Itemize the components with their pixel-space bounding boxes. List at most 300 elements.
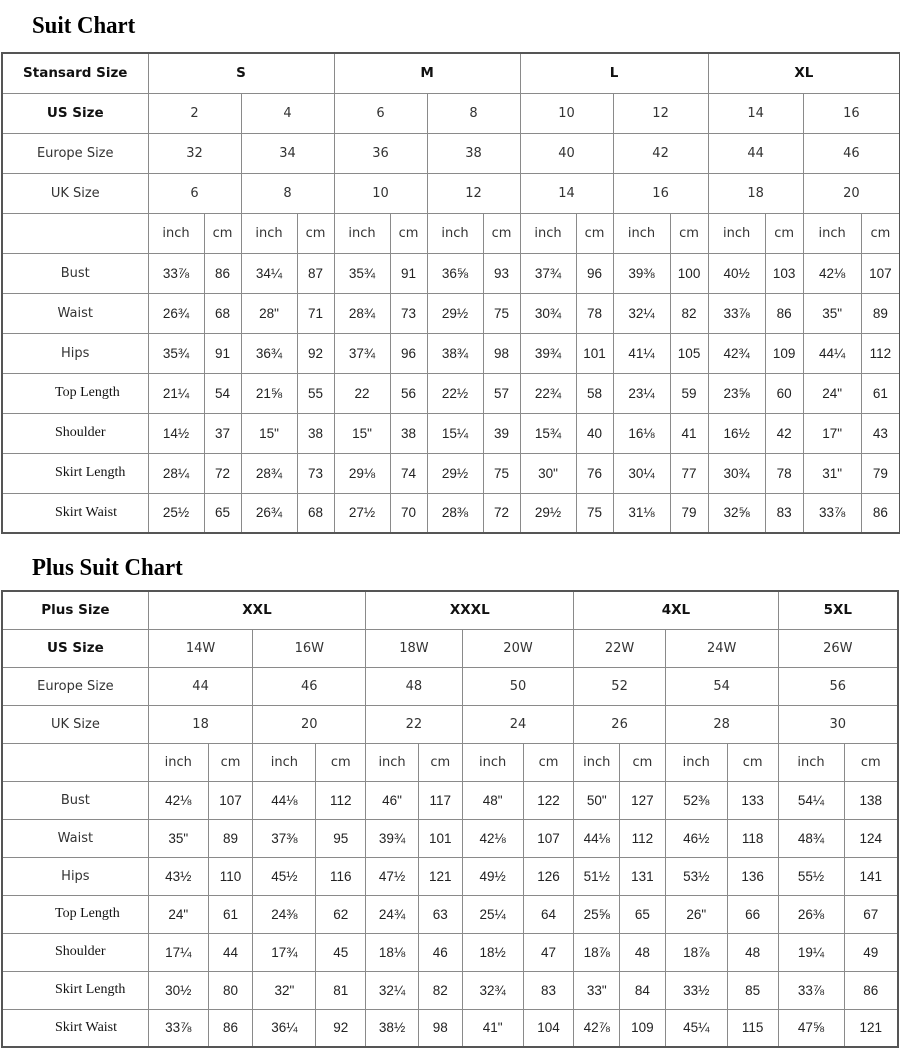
measurement-value: 38 — [390, 413, 427, 453]
uk-size-cell: 20 — [253, 705, 366, 743]
measurement-value: 86 — [204, 253, 241, 293]
measurement-value: 67 — [844, 895, 898, 933]
uk-size-cell: 6 — [148, 173, 241, 213]
measurement-value: 29½ — [520, 493, 576, 533]
measurement-value: 41" — [462, 1009, 523, 1047]
measurement-value: 32¾ — [462, 971, 523, 1009]
measurement-value: 75 — [483, 293, 520, 333]
unit-header: cm — [297, 213, 334, 253]
measurement-value: 24¾ — [366, 895, 419, 933]
measurement-value: 26¾ — [148, 293, 204, 333]
size-group-header: 4XL — [574, 591, 778, 629]
measurement-value: 49½ — [462, 857, 523, 895]
unit-row — [2, 743, 898, 781]
uk-size-cell: 10 — [334, 173, 427, 213]
measurement-value: 18½ — [462, 933, 523, 971]
measurement-value: 117 — [418, 781, 462, 819]
measurement-row — [2, 453, 900, 493]
measurement-value: 75 — [576, 493, 613, 533]
measurement-value: 54 — [204, 373, 241, 413]
size-group-header: M — [334, 53, 520, 93]
measurement-value: 112 — [861, 333, 900, 373]
measurement-label: Shoulder — [2, 933, 148, 971]
measurement-value: 30¾ — [708, 453, 765, 493]
measurement-value: 73 — [390, 293, 427, 333]
measurement-value: 71 — [297, 293, 334, 333]
measurement-label: Skirt Waist — [2, 1009, 148, 1047]
measurement-value: 35" — [148, 819, 208, 857]
us-size-cell: 12 — [613, 93, 708, 133]
uk-size-cell: 26 — [574, 705, 665, 743]
measurement-value: 22¾ — [520, 373, 576, 413]
measurement-value: 118 — [727, 819, 778, 857]
size-group-header: L — [520, 53, 708, 93]
measurement-value: 95 — [316, 819, 366, 857]
measurement-value: 47 — [523, 933, 574, 971]
size-group-header: XL — [708, 53, 900, 93]
measurement-value: 18⅞ — [665, 933, 727, 971]
us-size-cell: 20W — [462, 629, 574, 667]
europe-size-cell: 54 — [665, 667, 778, 705]
size-group-row — [2, 53, 900, 93]
europe-size-cell: 40 — [520, 133, 613, 173]
size-group-label: Stansard Size — [2, 53, 148, 93]
unit-header: cm — [208, 743, 253, 781]
europe-size-cell: 44 — [708, 133, 803, 173]
measurement-value: 26¾ — [241, 493, 297, 533]
unit-header: inch — [462, 743, 523, 781]
measurement-value: 65 — [204, 493, 241, 533]
measurement-value: 84 — [620, 971, 666, 1009]
size-group-header: 5XL — [778, 591, 898, 629]
measurement-value: 59 — [670, 373, 708, 413]
us-size-label: US Size — [2, 629, 148, 667]
measurement-value: 28¼ — [148, 453, 204, 493]
measurement-value: 17¼ — [148, 933, 208, 971]
measurement-value: 42⅛ — [148, 781, 208, 819]
measurement-value: 28¾ — [334, 293, 390, 333]
measurement-value: 42⅛ — [803, 253, 861, 293]
measurement-value: 61 — [208, 895, 253, 933]
measurement-value: 29½ — [427, 293, 483, 333]
measurement-value: 38¾ — [427, 333, 483, 373]
us-size-cell: 16W — [253, 629, 366, 667]
measurement-label: Skirt Length — [2, 971, 148, 1009]
measurement-value: 48 — [727, 933, 778, 971]
measurement-value: 126 — [523, 857, 574, 895]
measurement-value: 24" — [803, 373, 861, 413]
unit-header: cm — [316, 743, 366, 781]
measurement-value: 18⅞ — [574, 933, 620, 971]
measurement-value: 76 — [576, 453, 613, 493]
us-size-cell: 4 — [241, 93, 334, 133]
measurement-value: 62 — [316, 895, 366, 933]
measurement-value: 138 — [844, 781, 898, 819]
measurement-value: 82 — [670, 293, 708, 333]
measurement-value: 86 — [765, 293, 803, 333]
measurement-value: 40 — [576, 413, 613, 453]
measurement-value: 14½ — [148, 413, 204, 453]
measurement-value: 15" — [334, 413, 390, 453]
size-group-header: XXXL — [366, 591, 574, 629]
measurement-value: 75 — [483, 453, 520, 493]
measurement-value: 32¼ — [366, 971, 419, 1009]
measurement-row — [2, 819, 898, 857]
measurement-value: 105 — [670, 333, 708, 373]
measurement-value: 25¼ — [462, 895, 523, 933]
us-size-row — [2, 629, 898, 667]
measurement-value: 86 — [208, 1009, 253, 1047]
measurement-value: 86 — [844, 971, 898, 1009]
unit-header: cm — [576, 213, 613, 253]
measurement-value: 48 — [620, 933, 666, 971]
measurement-value: 109 — [620, 1009, 666, 1047]
measurement-value: 86 — [861, 493, 900, 533]
unit-header: inch — [148, 213, 204, 253]
measurement-label: Skirt Waist — [2, 493, 148, 533]
uk-size-cell: 24 — [462, 705, 574, 743]
measurement-label: Waist — [2, 819, 148, 857]
measurement-value: 83 — [523, 971, 574, 1009]
measurement-value: 39¾ — [366, 819, 419, 857]
measurement-value: 122 — [523, 781, 574, 819]
unit-header: inch — [803, 213, 861, 253]
unit-row-blank — [2, 743, 148, 781]
measurement-value: 32¼ — [613, 293, 670, 333]
measurement-value: 28⅜ — [427, 493, 483, 533]
europe-size-cell: 42 — [613, 133, 708, 173]
measurement-value: 54¼ — [778, 781, 844, 819]
measurement-value: 45¼ — [665, 1009, 727, 1047]
size-group-header: XXL — [148, 591, 365, 629]
measurement-value: 41 — [670, 413, 708, 453]
measurement-value: 33½ — [665, 971, 727, 1009]
measurement-value: 33⅞ — [148, 1009, 208, 1047]
measurement-value: 37 — [204, 413, 241, 453]
measurement-value: 101 — [576, 333, 613, 373]
measurement-value: 30¾ — [520, 293, 576, 333]
measurement-value: 35" — [803, 293, 861, 333]
measurement-value: 42 — [765, 413, 803, 453]
measurement-value: 15¾ — [520, 413, 576, 453]
unit-header: cm — [620, 743, 666, 781]
measurement-value: 46 — [418, 933, 462, 971]
measurement-value: 18⅛ — [366, 933, 419, 971]
us-size-cell: 6 — [334, 93, 427, 133]
measurement-value: 55½ — [778, 857, 844, 895]
us-size-cell: 14W — [148, 629, 253, 667]
measurement-value: 72 — [204, 453, 241, 493]
measurement-value: 60 — [765, 373, 803, 413]
measurement-value: 116 — [316, 857, 366, 895]
measurement-value: 72 — [483, 493, 520, 533]
measurement-value: 37¾ — [334, 333, 390, 373]
measurement-label: Shoulder — [2, 413, 148, 453]
unit-header: cm — [670, 213, 708, 253]
measurement-value: 32⅝ — [708, 493, 765, 533]
measurement-value: 29⅛ — [334, 453, 390, 493]
europe-size-cell: 50 — [462, 667, 574, 705]
us-size-cell: 22W — [574, 629, 665, 667]
measurement-row — [2, 933, 898, 971]
measurement-value: 73 — [297, 453, 334, 493]
measurement-value: 41¼ — [613, 333, 670, 373]
measurement-value: 92 — [316, 1009, 366, 1047]
measurement-value: 27½ — [334, 493, 390, 533]
measurement-row — [2, 253, 900, 293]
measurement-value: 93 — [483, 253, 520, 293]
uk-size-row — [2, 705, 898, 743]
measurement-row — [2, 413, 900, 453]
uk-size-cell: 12 — [427, 173, 520, 213]
measurement-value: 29½ — [427, 453, 483, 493]
size-group-row — [2, 591, 898, 629]
measurement-label: Bust — [2, 253, 148, 293]
measurement-value: 65 — [620, 895, 666, 933]
uk-size-cell: 8 — [241, 173, 334, 213]
unit-header: cm — [483, 213, 520, 253]
uk-size-cell: 20 — [803, 173, 900, 213]
measurement-value: 50" — [574, 781, 620, 819]
measurement-value: 57 — [483, 373, 520, 413]
measurement-value: 85 — [727, 971, 778, 1009]
us-size-cell: 14 — [708, 93, 803, 133]
unit-header: inch — [778, 743, 844, 781]
suit-size-table — [1, 52, 900, 534]
europe-size-cell: 32 — [148, 133, 241, 173]
measurement-value: 107 — [861, 253, 900, 293]
europe-size-cell: 46 — [253, 667, 366, 705]
measurement-value: 26" — [665, 895, 727, 933]
unit-header: inch — [334, 213, 390, 253]
uk-size-label: UK Size — [2, 173, 148, 213]
measurement-value: 26⅜ — [778, 895, 844, 933]
measurement-value: 43 — [861, 413, 900, 453]
uk-size-cell: 22 — [366, 705, 462, 743]
uk-size-cell: 18 — [148, 705, 253, 743]
uk-size-row — [2, 173, 900, 213]
us-size-cell: 24W — [665, 629, 778, 667]
measurement-value: 28¾ — [241, 453, 297, 493]
measurement-value: 40½ — [708, 253, 765, 293]
measurement-value: 34¼ — [241, 253, 297, 293]
measurement-value: 68 — [204, 293, 241, 333]
unit-header: inch — [613, 213, 670, 253]
measurement-value: 91 — [390, 253, 427, 293]
measurement-value: 96 — [576, 253, 613, 293]
measurement-value: 96 — [390, 333, 427, 373]
uk-size-cell: 16 — [613, 173, 708, 213]
measurement-row — [2, 781, 898, 819]
measurement-value: 83 — [765, 493, 803, 533]
measurement-value: 98 — [418, 1009, 462, 1047]
measurement-value: 63 — [418, 895, 462, 933]
measurement-value: 37⅜ — [253, 819, 316, 857]
measurement-label: Skirt Length — [2, 453, 148, 493]
measurement-value: 15" — [241, 413, 297, 453]
measurement-row — [2, 895, 898, 933]
unit-header: inch — [520, 213, 576, 253]
measurement-value: 107 — [523, 819, 574, 857]
measurement-value: 124 — [844, 819, 898, 857]
measurement-value: 31" — [803, 453, 861, 493]
measurement-value: 109 — [765, 333, 803, 373]
unit-header: cm — [418, 743, 462, 781]
measurement-value: 107 — [208, 781, 253, 819]
measurement-value: 36¼ — [253, 1009, 316, 1047]
measurement-value: 39⅜ — [613, 253, 670, 293]
measurement-value: 44¼ — [803, 333, 861, 373]
measurement-value: 131 — [620, 857, 666, 895]
us-size-cell: 8 — [427, 93, 520, 133]
measurement-value: 22 — [334, 373, 390, 413]
europe-size-row — [2, 667, 898, 705]
europe-size-cell: 56 — [778, 667, 898, 705]
suit-chart-title: Suit Chart — [32, 13, 136, 39]
unit-header: inch — [427, 213, 483, 253]
measurement-value: 36⅝ — [427, 253, 483, 293]
measurement-row — [2, 333, 900, 373]
measurement-value: 17¾ — [253, 933, 316, 971]
europe-size-cell: 38 — [427, 133, 520, 173]
measurement-value: 92 — [297, 333, 334, 373]
measurement-value: 77 — [670, 453, 708, 493]
measurement-value: 46½ — [665, 819, 727, 857]
us-size-cell: 26W — [778, 629, 898, 667]
measurement-label: Waist — [2, 293, 148, 333]
measurement-value: 89 — [208, 819, 253, 857]
measurement-value: 89 — [861, 293, 900, 333]
us-size-label: US Size — [2, 93, 148, 133]
unit-header: inch — [366, 743, 419, 781]
measurement-value: 91 — [204, 333, 241, 373]
uk-size-cell: 28 — [665, 705, 778, 743]
measurement-value: 35¾ — [334, 253, 390, 293]
measurement-value: 115 — [727, 1009, 778, 1047]
measurement-value: 37¾ — [520, 253, 576, 293]
measurement-value: 104 — [523, 1009, 574, 1047]
measurement-row — [2, 293, 900, 333]
measurement-value: 19¼ — [778, 933, 844, 971]
measurement-value: 110 — [208, 857, 253, 895]
measurement-value: 45 — [316, 933, 366, 971]
europe-size-cell: 44 — [148, 667, 253, 705]
europe-size-cell: 52 — [574, 667, 665, 705]
measurement-row — [2, 971, 898, 1009]
measurement-label: Hips — [2, 333, 148, 373]
plus-size-table — [1, 590, 899, 1048]
measurement-value: 121 — [844, 1009, 898, 1047]
measurement-value: 68 — [297, 493, 334, 533]
measurement-value: 44⅛ — [253, 781, 316, 819]
measurement-value: 31⅛ — [613, 493, 670, 533]
unit-header: inch — [148, 743, 208, 781]
measurement-value: 24⅜ — [253, 895, 316, 933]
uk-size-cell: 18 — [708, 173, 803, 213]
europe-size-label: Europe Size — [2, 667, 148, 705]
us-size-row — [2, 93, 900, 133]
unit-header: cm — [523, 743, 574, 781]
unit-header: cm — [844, 743, 898, 781]
measurement-value: 87 — [297, 253, 334, 293]
unit-header: inch — [574, 743, 620, 781]
measurement-value: 121 — [418, 857, 462, 895]
measurement-value: 24" — [148, 895, 208, 933]
measurement-value: 43½ — [148, 857, 208, 895]
unit-row-blank — [2, 213, 148, 253]
measurement-value: 49 — [844, 933, 898, 971]
unit-header: inch — [253, 743, 316, 781]
europe-size-cell: 36 — [334, 133, 427, 173]
unit-header: cm — [765, 213, 803, 253]
measurement-value: 25⅝ — [574, 895, 620, 933]
measurement-value: 16½ — [708, 413, 765, 453]
measurement-value: 21¼ — [148, 373, 204, 413]
measurement-value: 112 — [620, 819, 666, 857]
plus-suit-chart-title: Plus Suit Chart — [32, 555, 183, 581]
unit-header: cm — [727, 743, 778, 781]
measurement-row — [2, 493, 900, 533]
measurement-value: 38 — [297, 413, 334, 453]
europe-size-row — [2, 133, 900, 173]
measurement-value: 28" — [241, 293, 297, 333]
measurement-value: 61 — [861, 373, 900, 413]
measurement-value: 38½ — [366, 1009, 419, 1047]
measurement-row — [2, 1009, 898, 1047]
unit-header: inch — [241, 213, 297, 253]
measurement-value: 33⅞ — [708, 293, 765, 333]
uk-size-cell: 30 — [778, 705, 898, 743]
measurement-value: 39 — [483, 413, 520, 453]
europe-size-cell: 46 — [803, 133, 900, 173]
uk-size-cell: 14 — [520, 173, 613, 213]
measurement-value: 133 — [727, 781, 778, 819]
measurement-value: 98 — [483, 333, 520, 373]
unit-row — [2, 213, 900, 253]
measurement-value: 53½ — [665, 857, 727, 895]
measurement-value: 22½ — [427, 373, 483, 413]
measurement-value: 55 — [297, 373, 334, 413]
measurement-value: 47½ — [366, 857, 419, 895]
measurement-value: 30" — [520, 453, 576, 493]
measurement-value: 33⅞ — [803, 493, 861, 533]
measurement-value: 32" — [253, 971, 316, 1009]
measurement-value: 56 — [390, 373, 427, 413]
measurement-value: 16⅛ — [613, 413, 670, 453]
europe-size-cell: 48 — [366, 667, 462, 705]
measurement-value: 79 — [670, 493, 708, 533]
measurement-value: 79 — [861, 453, 900, 493]
uk-size-label: UK Size — [2, 705, 148, 743]
us-size-cell: 16 — [803, 93, 900, 133]
measurement-value: 48¾ — [778, 819, 844, 857]
measurement-value: 51½ — [574, 857, 620, 895]
measurement-value: 33⅞ — [148, 253, 204, 293]
measurement-value: 39¾ — [520, 333, 576, 373]
measurement-value: 70 — [390, 493, 427, 533]
measurement-value: 112 — [316, 781, 366, 819]
measurement-value: 66 — [727, 895, 778, 933]
measurement-row — [2, 857, 898, 895]
measurement-value: 21⅝ — [241, 373, 297, 413]
measurement-value: 23⅝ — [708, 373, 765, 413]
measurement-value: 23¼ — [613, 373, 670, 413]
measurement-value: 30½ — [148, 971, 208, 1009]
measurement-value: 30¼ — [613, 453, 670, 493]
us-size-cell: 10 — [520, 93, 613, 133]
measurement-value: 141 — [844, 857, 898, 895]
measurement-value: 81 — [316, 971, 366, 1009]
